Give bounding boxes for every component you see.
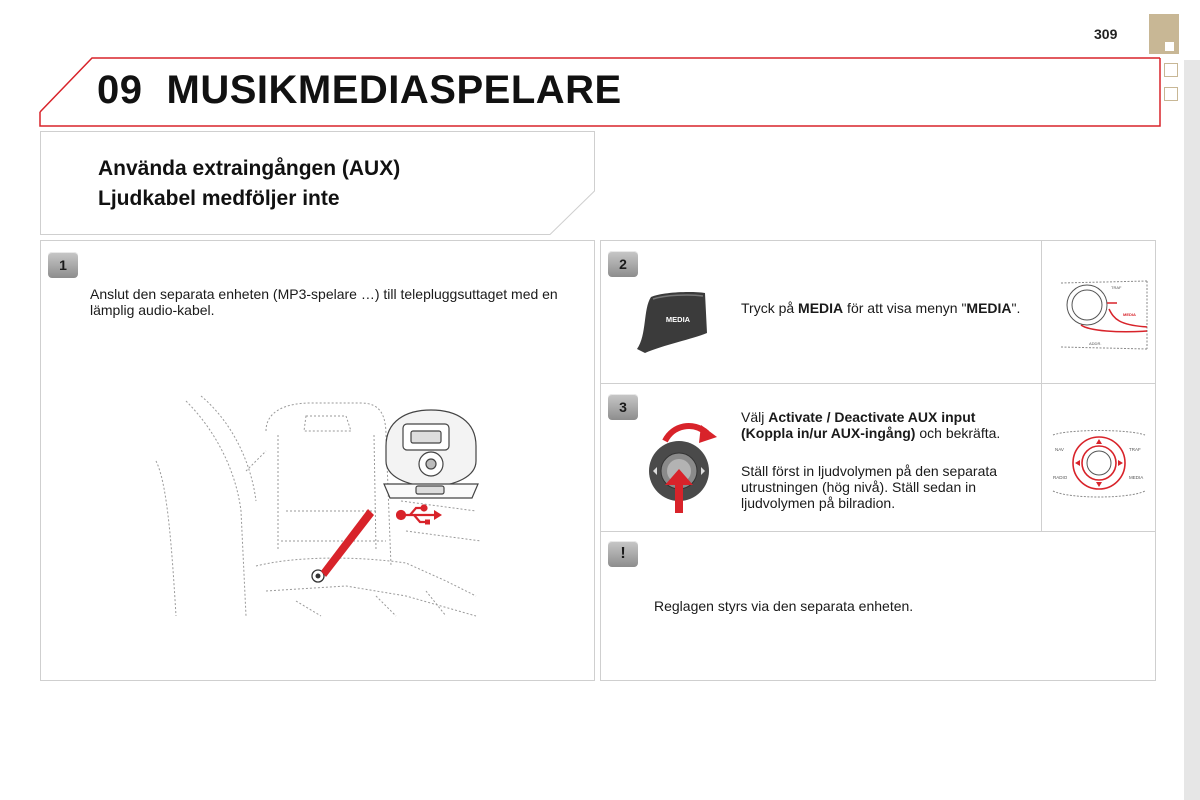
section-heading-box xyxy=(40,131,595,235)
step1-badge: 1 xyxy=(48,252,78,278)
step3-text: Välj Activate / Deactivate AUX input (Koppla in/ur AUX-ingång) och bekräfta. xyxy=(741,409,1001,441)
note-badge: ! xyxy=(608,541,638,567)
usb-icon xyxy=(396,504,442,526)
step3-text-volume: Ställ först in ljudvolymen på den separata utrustningen (hög nivå). Ställ sedan in ljudvolymen på bilradion. xyxy=(741,463,998,511)
rotary-knob-icon xyxy=(645,417,721,515)
svg-text:ADDR.: ADDR. xyxy=(1089,341,1102,346)
page-number: 309 xyxy=(1094,26,1118,42)
svg-text:MEDIA: MEDIA xyxy=(1123,312,1136,317)
steps-panel xyxy=(600,240,1156,681)
step1-text: Anslut den separata enheten (MP3-spelare …) till telepluggsuttaget med en lämplig audio-kabel. xyxy=(90,286,558,318)
radio-panel-media-illustration xyxy=(1059,273,1149,355)
svg-text:TRAF: TRAF xyxy=(1129,447,1141,452)
step1-panel xyxy=(40,240,595,681)
step2-badge: 2 xyxy=(608,251,638,277)
step3-badge: 3 xyxy=(608,394,638,420)
svg-text:MEDIA: MEDIA xyxy=(1129,475,1144,480)
svg-text:TRAF: TRAF xyxy=(1111,285,1122,290)
section-title-line2: Ljudkabel medföljer inte xyxy=(98,187,340,210)
side-scroll-strip xyxy=(1184,60,1200,800)
chapter-name: MUSIKMEDIASPELARE xyxy=(166,68,622,112)
section-title-line1: Använda extraingången (AUX) xyxy=(98,157,401,180)
chapter-title xyxy=(97,68,622,113)
divider-illustration-column xyxy=(1041,241,1042,531)
media-button-label: MEDIA xyxy=(665,315,691,324)
media-button-icon xyxy=(633,289,709,355)
socket-zoom-illustration xyxy=(376,406,486,506)
svg-text:NAV: NAV xyxy=(1055,447,1064,452)
divider-step2-step3 xyxy=(601,383,1155,384)
note-text: Reglagen styrs via den separata enheten. xyxy=(654,598,914,614)
svg-text:RADIO: RADIO xyxy=(1053,475,1068,480)
chapter-number: 09 xyxy=(97,68,143,112)
divider-step3-note xyxy=(601,531,1155,532)
step2-text: Tryck på MEDIA för att visa menyn "MEDIA". xyxy=(741,300,1021,316)
radio-panel-knob-illustration xyxy=(1049,425,1149,505)
